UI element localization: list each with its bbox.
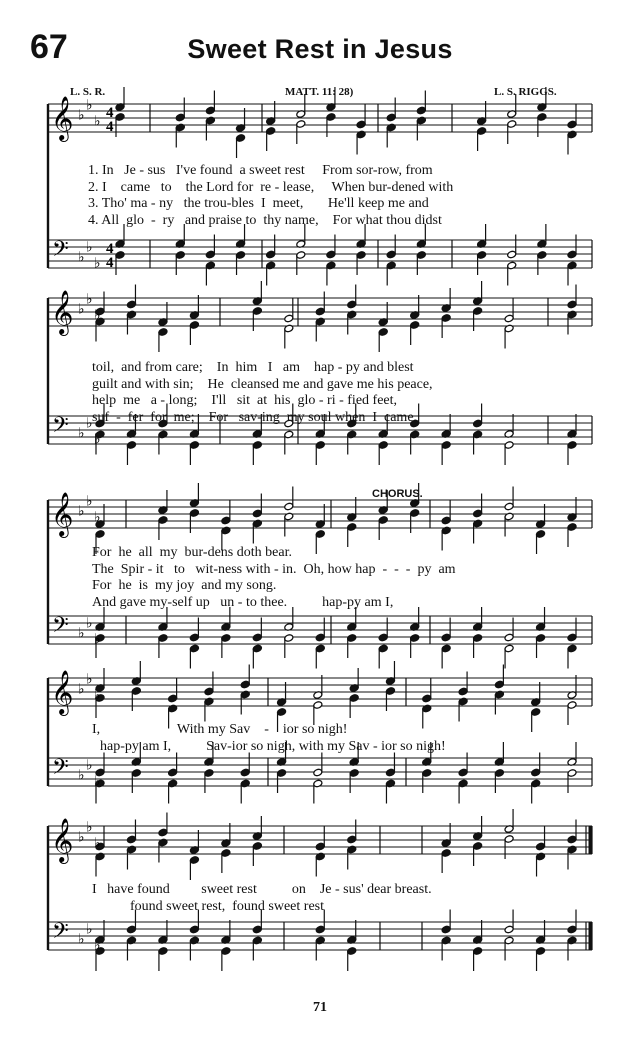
flat-icon: ♭ (78, 931, 85, 948)
hymn-title: Sweet Rest in Jesus (187, 34, 453, 64)
flat-icon: ♭ (94, 937, 101, 954)
flat-icon: ♭ (78, 767, 85, 784)
flat-icon: ♭ (94, 687, 101, 704)
treble-staff (48, 281, 592, 352)
flat-icon: ♭ (86, 415, 93, 432)
flat-icon: ♭ (78, 625, 85, 642)
treble-clef-icon: 𝄞 (51, 670, 74, 714)
flat-icon: ♭ (86, 921, 93, 938)
flat-icon: ♭ (94, 835, 101, 852)
flat-icon: ♭ (86, 819, 93, 836)
time-signature: 4 (106, 241, 114, 257)
flat-icon: ♭ (94, 509, 101, 526)
lyric-line: 1. In Je - sus I've found a sweet rest From sor-row, from (88, 163, 433, 178)
flat-icon: ♭ (86, 671, 93, 688)
lyric-line: 4. All glo - ry and praise to thy name, For what thou didst (88, 212, 442, 228)
treble-staff (48, 87, 592, 158)
flat-icon: ♭ (86, 239, 93, 256)
lyric-line: suf - fer for me; For sav-ing my soul when I came, (92, 409, 418, 425)
time-signature: 4 (106, 105, 114, 121)
bass-staff (48, 224, 592, 286)
lyric-line: The Spir - it to wit-ness with - in. Oh, how hap - - - py am (92, 561, 456, 577)
flat-icon: ♭ (78, 301, 85, 318)
lyric-line: found sweet rest, found sweet rest (130, 899, 325, 914)
flat-icon: ♭ (86, 615, 93, 632)
flat-icon: ♭ (94, 255, 101, 272)
time-signature: 4 (106, 255, 114, 271)
lyric-line: For he is my joy and my song. (92, 578, 277, 593)
flat-icon: ♭ (78, 425, 85, 442)
bass-clef-icon: 𝄢 (52, 613, 69, 643)
bass-clef-icon: 𝄢 (52, 919, 69, 949)
lyric-line: help me a - long; I'll sit at his glo - ri - fied feet, (92, 393, 398, 408)
flat-icon: ♭ (86, 493, 93, 510)
time-signature: 4 (106, 119, 114, 135)
lyric-line: 3. Tho' ma - ny the trou-bles I meet, He'll keep me and (88, 196, 429, 211)
lyric-line: toil, and from care; In him I am hap - py and blest (92, 360, 414, 375)
words-credit: L. S. R. (70, 86, 106, 98)
lyric-line: guilt and with sin; He cleansed me and gave me his peace, (92, 376, 433, 392)
page-number: 71 (313, 1000, 327, 1015)
scripture-reference: MATT. 11: 28) (285, 86, 354, 98)
bass-clef-icon: 𝄢 (52, 237, 69, 267)
flat-icon: ♭ (94, 631, 101, 648)
treble-clef-icon: 𝄞 (51, 96, 74, 140)
bass-staff (48, 910, 592, 972)
treble-staff (48, 483, 592, 554)
flat-icon: ♭ (78, 681, 85, 698)
lyric-line: 2. I came to the Lord for re - lease, When bur-dened with (88, 179, 454, 195)
flat-icon: ♭ (94, 773, 101, 790)
flat-icon: ♭ (78, 829, 85, 846)
treble-clef-icon: 𝄞 (51, 492, 74, 536)
flat-icon: ♭ (78, 503, 85, 520)
flat-icon: ♭ (86, 757, 93, 774)
treble-clef-icon: 𝄞 (51, 818, 74, 862)
lyric-line: I, With my Sav - ior so nigh! (92, 722, 348, 737)
bass-clef-icon: 𝄢 (52, 755, 69, 785)
treble-clef-icon: 𝄞 (51, 290, 74, 334)
chorus-label: CHORUS. (372, 488, 423, 500)
flat-icon: ♭ (94, 307, 101, 324)
bass-staff (48, 607, 592, 669)
lyric-line: hap-py am I, Sav-ior so nigh, with my Sav - ior so nigh! (100, 739, 446, 754)
bass-clef-icon: 𝄢 (52, 413, 69, 443)
flat-icon: ♭ (94, 431, 101, 448)
lyric-line: For he all my bur-dens doth bear. (92, 545, 292, 560)
lyric-line: I have found sweet rest on Je - sus' dear breast. (92, 882, 432, 897)
lyric-line: And gave my-self up un - to thee. hap-py am I, (92, 594, 394, 610)
flat-icon: ♭ (78, 107, 85, 124)
hymn-number: 67 (30, 28, 68, 66)
music-credit: L. S. RIGGS. (494, 86, 557, 98)
flat-icon: ♭ (86, 291, 93, 308)
flat-icon: ♭ (94, 113, 101, 130)
flat-icon: ♭ (86, 97, 93, 114)
flat-icon: ♭ (78, 249, 85, 266)
treble-staff (48, 809, 592, 880)
